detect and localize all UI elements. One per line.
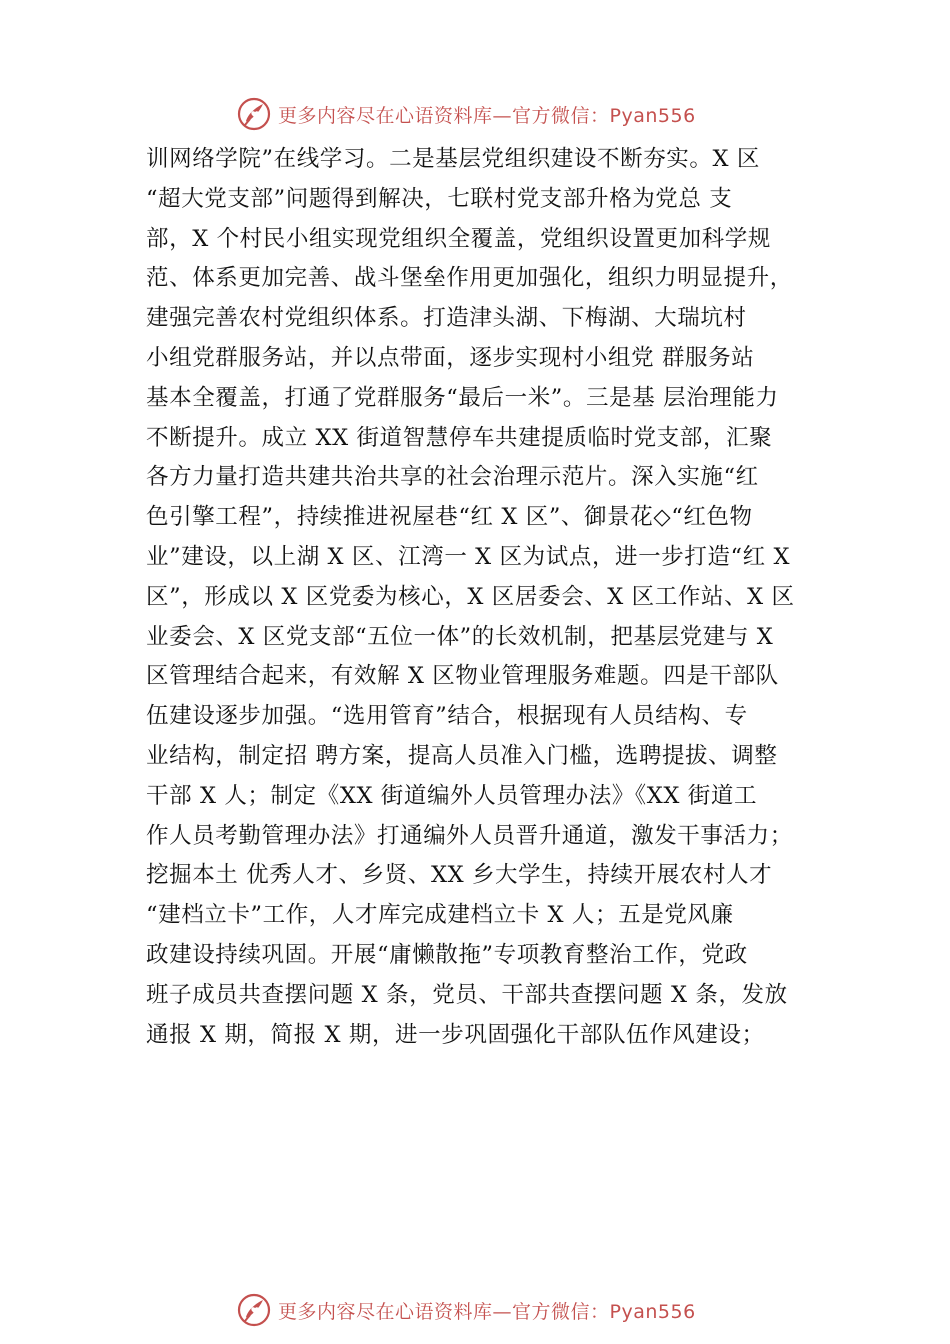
- pen-heart-logo-icon: [236, 96, 272, 132]
- body-line: 区管理结合起来，有效解 X 区物业管理服务难题。四是干部队: [146, 663, 779, 690]
- body-line: 作人员考勤管理办法》打通编外人员晋升通道，激发干事活力；: [146, 822, 793, 849]
- body-line: 部，X 个村民小组实现党组织全覆盖，党组织设置更加科学规: [146, 225, 771, 252]
- pen-heart-logo-icon: [236, 1292, 272, 1328]
- body-line: 建强完善农村党组织体系。打造津头湖、下梅湖、大瑞坑村: [146, 305, 747, 332]
- body-line: 业委会、X 区党支部“五位一体”的长效机制，把基层党建与 X: [146, 623, 774, 650]
- body-line: 政建设持续巩固。开展“庸懒散拖”专项教育整治工作，党政: [146, 941, 748, 968]
- header-banner-dash: —官方微信：: [492, 104, 610, 127]
- body-line: 业结构，制定招 聘方案，提高人员准入门槛，选聘提拔、调整: [146, 742, 778, 769]
- body-line: 小组党群服务站，并以点带面，逐步实现村小组党 群服务站: [146, 344, 755, 371]
- footer-banner-id: Pyan556: [609, 1300, 696, 1323]
- body-line: 伍建设逐步加强。“选用管育”结合，根据现有人员结构、专: [146, 703, 748, 730]
- body-line: 业”建设，以上湖 X 区、江湾一 X 区为试点，进一步打造“红 X: [146, 543, 791, 570]
- body-line: 挖掘本土 优秀人才、乡贤、XX 乡大学生，持续开展农村人才: [146, 862, 773, 889]
- header-banner-text: [278, 101, 696, 128]
- body-line: 基本全覆盖，打通了党群服务“最后一米”。三是基 层治理能力: [146, 384, 779, 411]
- body-line: “建档立卡”工作，人才库完成建档立卡 X 人；五是党风廉: [146, 902, 734, 929]
- body-line: 干部 X 人；制定《XX 街道编外人员管理办法》《XX 街道工: [146, 782, 758, 809]
- footer-banner-dash: —官方微信：: [492, 1300, 610, 1323]
- footer-banner: [236, 1290, 736, 1330]
- body-line: 区”，形成以 X 区党委为核心，X 区居委会、X 区工作站、X 区: [146, 583, 795, 610]
- body-line: 班子成员共查摆问题 X 条，党员、干部共查摆问题 X 条，发放: [146, 981, 788, 1008]
- document-body: [146, 140, 836, 1055]
- body-line: 不断提升。成立 XX 街道智慧停车共建提质临时党支部，汇聚: [146, 424, 773, 451]
- body-line: 范、体系更加完善、战斗堡垒作用更加强化，组织力明显提升，: [146, 265, 793, 292]
- body-line: 训网络学院”在线学习。二是基层党组织建设不断夯实。X 区: [146, 146, 760, 172]
- body-line: 通报 X 期，简报 X 期，进一步巩固强化干部队伍作风建设；: [146, 1021, 765, 1048]
- body-line: 各方力量打造共建共治共享的社会治理示范片。深入实施“红: [146, 464, 759, 491]
- header-banner: [236, 94, 736, 134]
- footer-banner-text: [278, 1297, 696, 1324]
- footer-banner-main: 更多内容尽在心语资料库: [278, 1300, 493, 1323]
- header-banner-main: 更多内容尽在心语资料库: [278, 104, 493, 127]
- body-line: “超大党支部”问题得到解决，七联村党支部升格为党总 支: [146, 185, 733, 212]
- header-banner-id: Pyan556: [609, 104, 696, 127]
- body-line: 色引擎工程”，持续推进祝屋巷“红 X 区”、御景花◇“红色物: [146, 504, 753, 531]
